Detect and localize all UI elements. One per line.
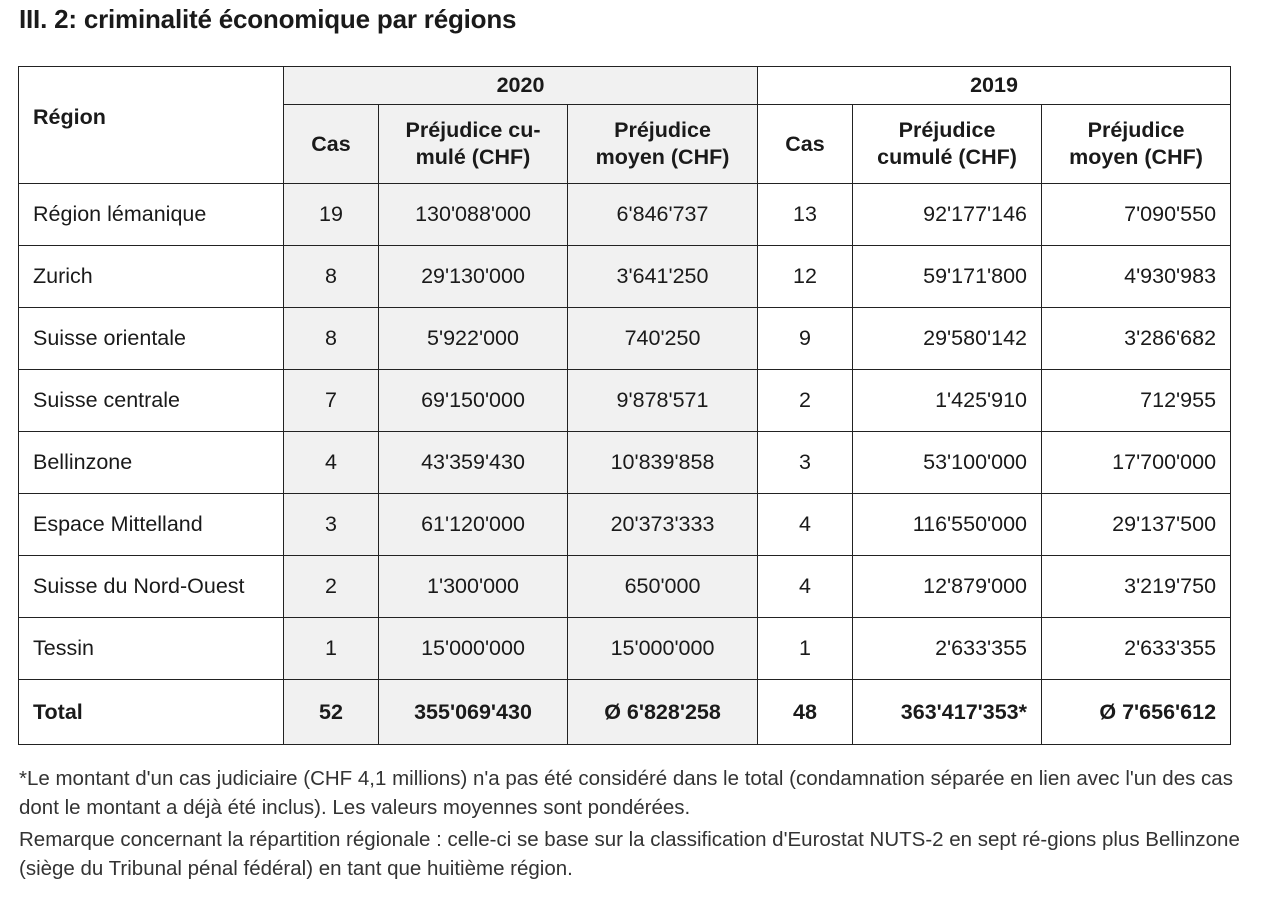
cell-cas-2019: 9 bbox=[758, 308, 853, 370]
cell-cumul-2019: 12'879'000 bbox=[853, 556, 1042, 618]
cell-cumul-2020: 43'359'430 bbox=[379, 432, 568, 494]
cell-total-moyen-2020: Ø 6'828'258 bbox=[568, 680, 758, 745]
cell-cas-2020: 4 bbox=[284, 432, 379, 494]
cell-region: Suisse du Nord-Ouest bbox=[19, 556, 284, 618]
cell-cas-2019: 2 bbox=[758, 370, 853, 432]
cell-total-cas-2019: 48 bbox=[758, 680, 853, 745]
cell-total-cas-2020: 52 bbox=[284, 680, 379, 745]
cell-cumul-2019: 53'100'000 bbox=[853, 432, 1042, 494]
cell-moyen-2020: 15'000'000 bbox=[568, 618, 758, 680]
cell-cumul-2020: 29'130'000 bbox=[379, 246, 568, 308]
cell-cas-2019: 13 bbox=[758, 184, 853, 246]
table-row bbox=[19, 618, 1231, 680]
table-row bbox=[19, 184, 1231, 246]
cell-cumul-2020: 1'300'000 bbox=[379, 556, 568, 618]
cell-total-moyen-2019: Ø 7'656'612 bbox=[1042, 680, 1231, 745]
cell-cumul-2020: 5'922'000 bbox=[379, 308, 568, 370]
cell-moyen-2020: 740'250 bbox=[568, 308, 758, 370]
cell-cas-2019: 12 bbox=[758, 246, 853, 308]
cell-cumul-2019: 92'177'146 bbox=[853, 184, 1042, 246]
header-cas-2019: Cas bbox=[758, 105, 853, 184]
header-cas-2020: Cas bbox=[284, 105, 379, 184]
cell-region: Espace Mittelland bbox=[19, 494, 284, 556]
cell-moyen-2020: 9'878'571 bbox=[568, 370, 758, 432]
header-moyen-2019: Préjudice moyen (CHF) bbox=[1042, 105, 1231, 184]
page-title: III. 2: criminalité économique par régions bbox=[19, 4, 517, 34]
cell-cumul-2020: 69'150'000 bbox=[379, 370, 568, 432]
cell-cumul-2020: 61'120'000 bbox=[379, 494, 568, 556]
cell-cumul-2019: 1'425'910 bbox=[853, 370, 1042, 432]
cell-cas-2019: 4 bbox=[758, 494, 853, 556]
cell-cumul-2019: 116'550'000 bbox=[853, 494, 1042, 556]
cell-moyen-2019: 29'137'500 bbox=[1042, 494, 1231, 556]
header-cumul-2020: Préjudice cu-mulé (CHF) bbox=[379, 105, 568, 184]
cell-moyen-2019: 2'633'355 bbox=[1042, 618, 1231, 680]
cell-cas-2020: 19 bbox=[284, 184, 379, 246]
header-year-2019: 2019 bbox=[758, 67, 1231, 105]
cell-moyen-2019: 3'286'682 bbox=[1042, 308, 1231, 370]
cell-moyen-2019: 17'700'000 bbox=[1042, 432, 1231, 494]
cell-cas-2019: 1 bbox=[758, 618, 853, 680]
cell-cumul-2019: 29'580'142 bbox=[853, 308, 1042, 370]
cell-region: Zurich bbox=[19, 246, 284, 308]
cell-region: Suisse orientale bbox=[19, 308, 284, 370]
cell-moyen-2020: 6'846'737 bbox=[568, 184, 758, 246]
cell-region: Tessin bbox=[19, 618, 284, 680]
cell-cumul-2020: 130'088'000 bbox=[379, 184, 568, 246]
cell-cas-2020: 7 bbox=[284, 370, 379, 432]
table-row bbox=[19, 370, 1231, 432]
cell-moyen-2019: 7'090'550 bbox=[1042, 184, 1231, 246]
cell-cas-2020: 2 bbox=[284, 556, 379, 618]
cell-cumul-2019: 59'171'800 bbox=[853, 246, 1042, 308]
crime-by-region-table bbox=[18, 66, 1231, 745]
cell-cumul-2019: 2'633'355 bbox=[853, 618, 1042, 680]
footnote: *Le montant d'un cas judiciaire (CHF 4,1 millions) n'a pas été considéré dans le total (condamnation séparée en lien avec l'un des cas dont le montant a déjà été inclus). Les valeurs moyennes sont pondérées. bbox=[19, 767, 1233, 819]
cell-moyen-2020: 20'373'333 bbox=[568, 494, 758, 556]
cell-total-cumul-2020: 355'069'430 bbox=[379, 680, 568, 745]
cell-cas-2020: 8 bbox=[284, 308, 379, 370]
cell-moyen-2019: 3'219'750 bbox=[1042, 556, 1231, 618]
cell-region: Bellinzone bbox=[19, 432, 284, 494]
cell-cas-2020: 3 bbox=[284, 494, 379, 556]
table-row bbox=[19, 494, 1231, 556]
cell-region: Suisse centrale bbox=[19, 370, 284, 432]
cell-moyen-2020: 3'641'250 bbox=[568, 246, 758, 308]
header-region: Région bbox=[19, 67, 284, 184]
table-row bbox=[19, 246, 1231, 308]
cell-total-label: Total bbox=[19, 680, 284, 745]
cell-moyen-2020: 650'000 bbox=[568, 556, 758, 618]
header-moyen-2020: Préjudice moyen (CHF) bbox=[568, 105, 758, 184]
cell-cumul-2020: 15'000'000 bbox=[379, 618, 568, 680]
cell-total-cumul-2019: 363'417'353* bbox=[853, 680, 1042, 745]
regional-remark: Remarque concernant la répartition régionale : celle-ci se base sur la classification d'Eurostat NUTS-2 en sept ré-gions plus Bellinzone (siège du Tribunal pénal fédéral) en tant que huitième région. bbox=[19, 828, 1240, 880]
total-row bbox=[19, 680, 1231, 745]
cell-moyen-2020: 10'839'858 bbox=[568, 432, 758, 494]
header-year-2020: 2020 bbox=[284, 67, 758, 105]
header-cumul-2019: Préjudice cumulé (CHF) bbox=[853, 105, 1042, 184]
cell-cas-2020: 8 bbox=[284, 246, 379, 308]
table-row bbox=[19, 308, 1231, 370]
table-row bbox=[19, 432, 1231, 494]
cell-moyen-2019: 712'955 bbox=[1042, 370, 1231, 432]
cell-cas-2019: 4 bbox=[758, 556, 853, 618]
cell-region: Région lémanique bbox=[19, 184, 284, 246]
table-notes bbox=[19, 764, 1264, 886]
table-row bbox=[19, 556, 1231, 618]
cell-cas-2020: 1 bbox=[284, 618, 379, 680]
cell-moyen-2019: 4'930'983 bbox=[1042, 246, 1231, 308]
cell-cas-2019: 3 bbox=[758, 432, 853, 494]
